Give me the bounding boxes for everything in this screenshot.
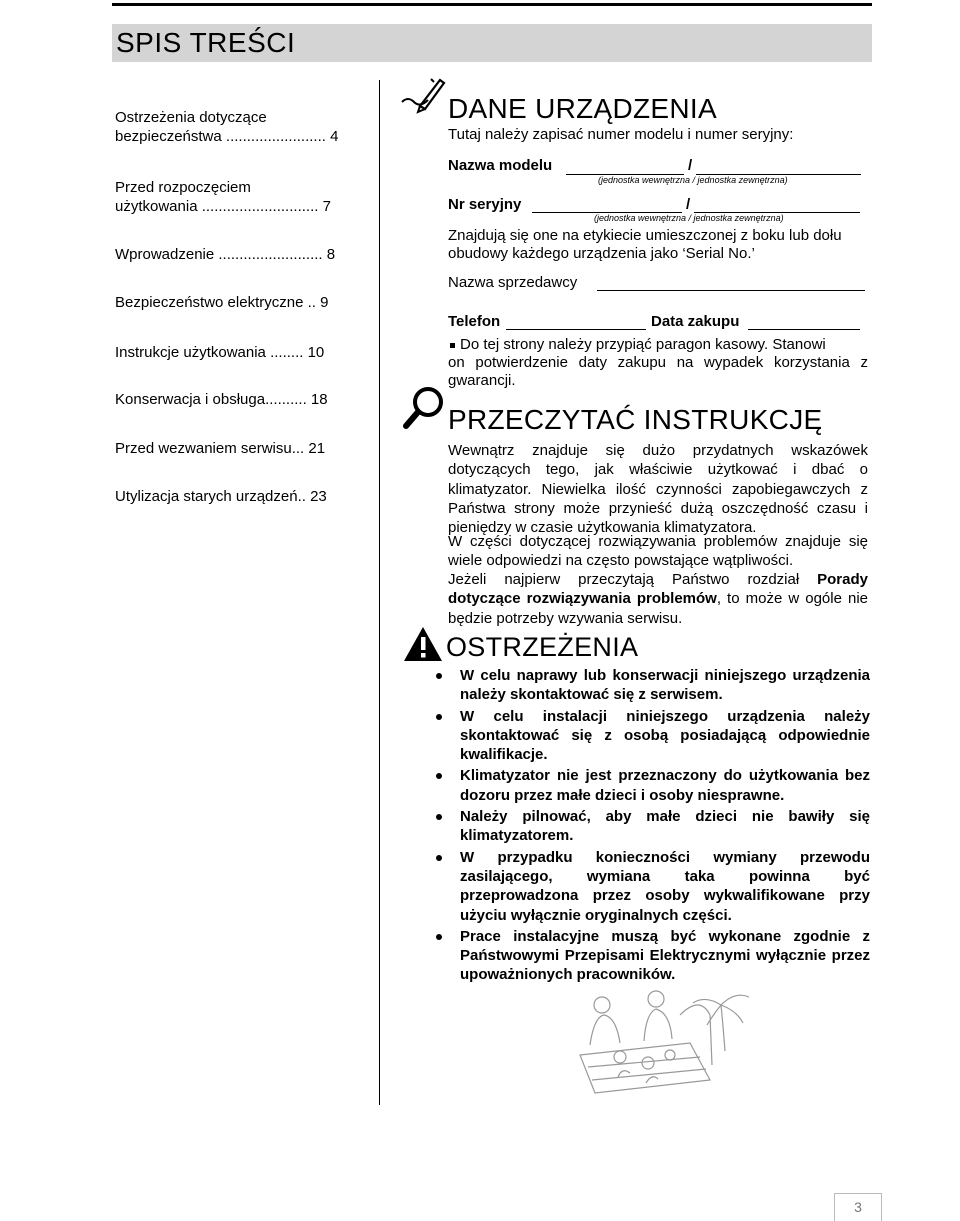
read-paragraph-1: Wewnątrz znajduje się dużo przydatnych wskazówek dotyczących tego, jak właściwie użytkować i dbać o klimatyzator. Niewielka ilość czynności zapobiegawczych z Państwa strony może przynieść dużą oszczędność czasu i pieniędzy w czasie użytkowania klimatyzatora. [448,442,868,537]
magnifier-icon [402,384,448,430]
toc-item-disposal[interactable]: Utylizacja starych urządzeń.. 23 [115,488,327,505]
toc-item-before-use[interactable]: Przed rozpoczęciem użytkowania ............................ 7 [115,179,331,215]
warnings-section-title: OSTRZEŻENIA [446,632,639,662]
serial-unit-note: (jednostka wewnętrzna / jednostka zewnętrzna) [594,213,784,223]
receipt-note-2: on potwierdzenie daty zakupu na wypadek korzystania z [448,354,868,371]
square-bullet-icon [450,343,455,348]
toc-item-electrical[interactable]: Bezpieczeństwo elektryczne .. 9 [115,294,329,311]
device-section-title: DANE URZĄDZENIA [448,93,717,124]
column-divider [379,80,380,1105]
receipt-note-1: Do tej strony należy przypiąć paragon kasowy. Stanowi [460,336,826,353]
toc-item-maintenance[interactable]: Konserwacja i obsługa.......... 18 [115,391,328,408]
model-unit-note: (jednostka wewnętrzna / jednostka zewnętrzna) [598,175,788,185]
top-rule [112,3,872,6]
purchase-date-label: Data zakupu [651,313,740,330]
read-paragraph-2: W części dotyczącej rozwiązywania problemów znajduje się wiele odpowiedzi na często powstające wątpliwości. [448,533,868,570]
warning-triangle-icon [402,625,444,663]
receipt-note-3: gwarancji. [448,372,516,389]
toc-item-service[interactable]: Przed wezwaniem serwisu... 21 [115,440,326,457]
toc-title: SPIS TREŚCI [116,27,296,58]
toc-item-safety[interactable]: Ostrzeżenia dotyczące bezpieczeństwa ........................ 4 [115,109,339,145]
label-location-note-2: obudowy każdego urządzenia jako ‘Serial No.’ [448,245,755,262]
purchase-date-field[interactable] [748,329,860,330]
read-paragraph-3: Jeżeli najpierw przeczytają Państwo rozdział Porady dotyczące rozwiązywania problemów, to może w ogóle nie będzie potrzeby wzywania serwisu. [448,571,868,627]
warning-item: W celu instalacji niniejszego urządzenia należy skontaktować się z osobą posiadającą odpowiednie kwalifikacje. [436,707,870,765]
phone-field[interactable] [506,329,646,330]
phone-label: Telefon [448,313,501,330]
warnings-list [436,666,870,987]
toc-item-introduction[interactable]: Wprowadzenie ......................... 8 [115,246,336,263]
warning-item: Prace instalacyjne muszą być wykonane zgodnie z Państwowymi Przepisami Elektrycznymi wyłącznie przez upoważnionych pracowników. [436,927,870,985]
warning-item: W celu naprawy lub konserwacji niniejszego urządzenia należy skontaktować się z serwisem. [436,666,870,705]
troubleshooting-reference: Porady dotyczące rozwiązywania problemów [448,571,868,608]
seller-label: Nazwa sprzedawcy [448,274,578,291]
seller-field[interactable] [597,290,865,291]
warning-item: Należy pilnować, aby małe dzieci nie bawiły się klimatyzatorem. [436,807,870,846]
toc-header [112,24,872,62]
toc-item-instructions[interactable]: Instrukcje użytkowania ........ 10 [115,344,325,361]
device-intro: Tutaj należy zapisać numer modelu i numer seryjny: [448,126,794,143]
pen-writing-icon [398,76,446,114]
palm-tree-icon [685,985,755,1055]
warning-item: W przypadku konieczności wymiany przewodu zasilającego, wymiana taka powinna być przeprowadzona przez osoby wykwalifikowane przy użyciu wyłącznie oryginalnych części. [436,848,870,925]
page-number: 3 [834,1193,882,1221]
model-label: Nazwa modelu [448,157,553,174]
label-location-note-1: Znajdują się one na etykiecie umieszczonej z boku lub dołu [448,227,842,244]
warning-item: Klimatyzator nie jest przeznaczony do użytkowania bez dozoru przez małe dzieci i osoby niesprawne. [436,766,870,805]
read-section-title: PRZECZYTAĆ INSTRUKCJĘ [448,404,823,435]
serial-label: Nr seryjny [448,196,522,213]
